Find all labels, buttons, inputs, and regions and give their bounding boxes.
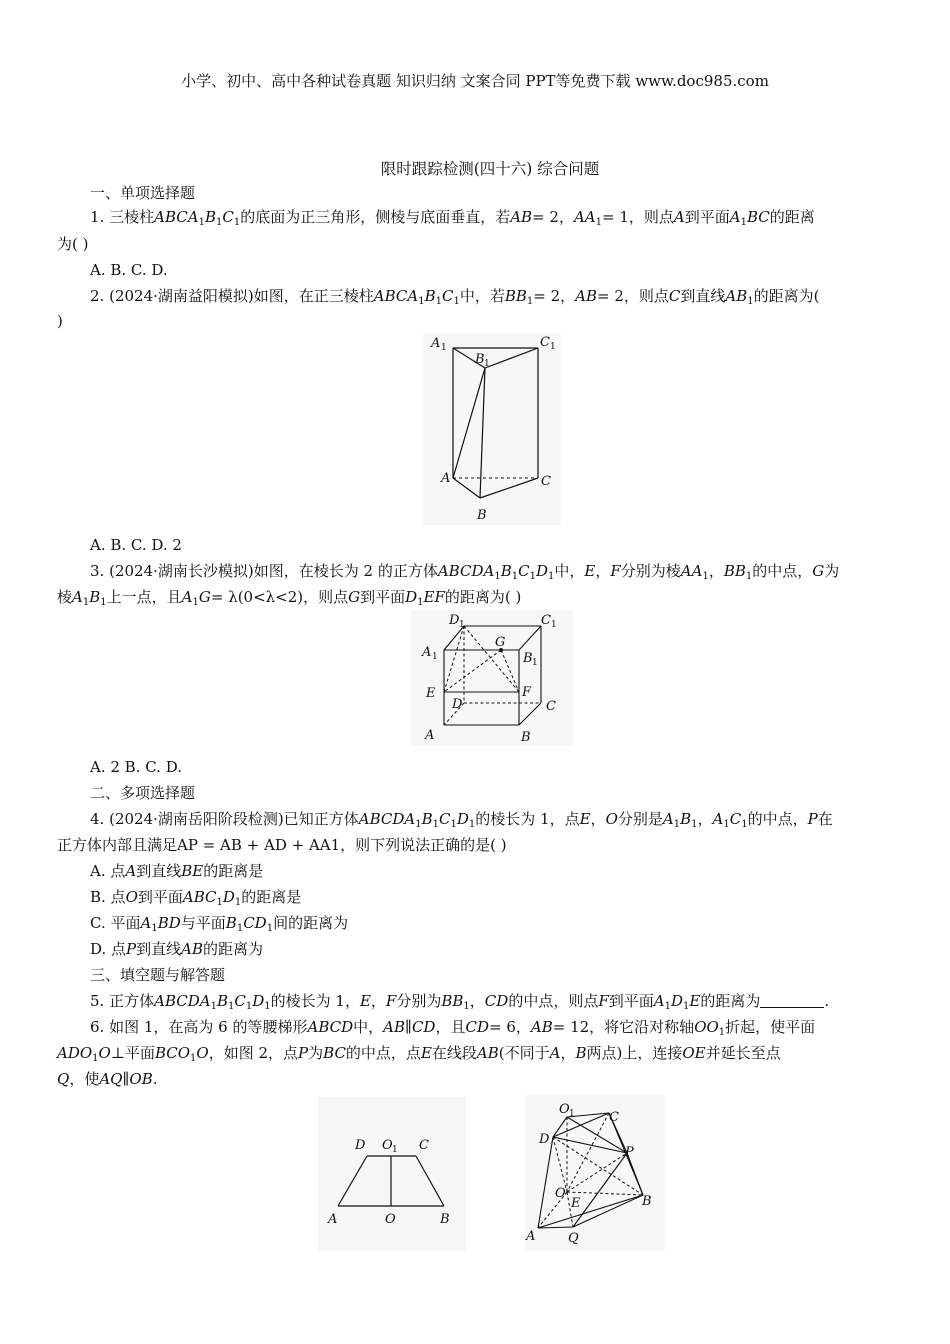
question-4-option-c: C. 平面$A_1BD$与平面$B_1CD_1$间的距离为 (90, 914, 349, 934)
label-C: C (419, 1138, 429, 1153)
figure-prism (423, 333, 561, 525)
label-A: A (328, 1212, 338, 1227)
svg-text:1: 1 (569, 1109, 575, 1119)
question-4-line2: 正方体内部且满足AP = AB + AD + AA1，则下列说法正确的是( ) (57, 836, 507, 854)
answer-blank[interactable] (760, 993, 824, 1008)
question-6: 6. 如图 1，在高为 6 的等腰梯形ABCD中，AB∥CD，且CD= 6，AB= 12，将它沿对称轴$OO_1$折起，使平面 (90, 1018, 816, 1038)
section-multi-choice: 二、多项选择题 (90, 784, 196, 802)
svg-text:1: 1 (459, 620, 465, 630)
label-A: A (425, 728, 435, 743)
svg-text:1: 1 (392, 1145, 398, 1155)
label-O: O (385, 1212, 396, 1227)
label-D: D (355, 1138, 366, 1153)
svg-text:1: 1 (441, 343, 447, 353)
question-4: 4. (2024·湖南岳阳阶段检测)已知正方体$ABCDA_1B_1C_1D_1$的棱长为 1，点E，O分别是$A_1B_1$，$A_1C_1$的中点，P在 (90, 810, 833, 830)
question-1-options: A. B. C. D. (90, 261, 168, 279)
label-C: C (609, 1110, 619, 1125)
question-2-options: A. B. C. D. 2 (90, 536, 182, 554)
label-O1: O (559, 1102, 570, 1117)
question-4-option-d: D. 点P到直线AB的距离为 (90, 940, 264, 958)
label-C: C (546, 699, 556, 714)
question-3-options: A. 2 B. C. D. (90, 758, 182, 776)
question-2-line2: ) (57, 312, 63, 330)
figure-trapezoid (318, 1097, 466, 1251)
question-1-line2: 为( ) (57, 235, 89, 253)
label-B: B (440, 1212, 450, 1227)
label-B1: B (475, 352, 485, 367)
label-D1: D (449, 613, 460, 628)
label-A: A (526, 1229, 536, 1244)
question-6-line2: $ADO_1O\perp$平面$BCO_1O$，如图 2，点P为BC的中点，点E在线段AB(不同于A，B两点)上，连接OE并延长至点 (57, 1044, 781, 1064)
label-F: F (522, 685, 532, 700)
label-A1: A (422, 645, 432, 660)
page-title: 限时跟踪检测(四十六) 综合问题 (380, 160, 600, 178)
question-6-line3: Q，使AQ∥OB. (57, 1070, 158, 1088)
svg-text:1: 1 (432, 652, 438, 662)
section-single-choice: 一、单项选择题 (90, 184, 196, 202)
label-C1: C (540, 335, 550, 350)
label-G: G (495, 635, 506, 650)
label-Q: Q (568, 1231, 579, 1246)
label-D: D (539, 1132, 550, 1147)
question-1: 1. 三棱柱$ABCA_1B_1C_1$的底面为正三角形，侧棱与底面垂直，若AB= 2，$AA_1= 1$，则点A到平面$A_1BC$的距离 (90, 208, 815, 228)
figure-folded-solid (525, 1095, 665, 1251)
question-3-line2: 棱$A_1B_1$上一点，且$A_1G= \lambda(0<\lambda<2)$，则点G到平面$D_1EF$的距离为( ) (57, 588, 522, 608)
label-A1: A (431, 336, 441, 351)
label-A: A (441, 471, 451, 486)
svg-text:1: 1 (532, 658, 538, 668)
question-2: 2. (2024·湖南益阳模拟)如图，在正三棱柱$ABCA_1B_1C_1$中，若$BB_1= 2$，AB= 2，则点C到直线$AB_1$的距离为( (90, 287, 820, 307)
question-4-option-a: A. 点A到直线BE的距离是 (90, 862, 264, 880)
svg-text:1: 1 (550, 342, 556, 352)
question-5: 5. 正方体$ABCDA_1B_1C_1D_1$的棱长为 1，E，F分别为$BB_1$，CD的中点，则点F到平面$A_1D_1E$的距离为 . (90, 992, 830, 1012)
label-B: B (477, 508, 487, 523)
label-B: B (642, 1194, 652, 1209)
label-O: O (555, 1186, 566, 1201)
label-O1: O (382, 1138, 393, 1153)
label-D: D (452, 697, 463, 712)
question-3: 3. (2024·湖南长沙模拟)如图，在棱长为 2 的正方体$ABCDA_1B_1C_1D_1$中，E，F分别为棱$AA_1$，$BB_1$的中点，G为 (90, 562, 840, 582)
svg-text:1: 1 (484, 359, 490, 369)
section-fill-and-solve: 三、填空题与解答题 (90, 966, 226, 984)
label-B1: B (523, 651, 533, 666)
label-E: E (426, 686, 436, 701)
header-banner: 小学、初中、高中各种试卷真题 知识归纳 文案合同 PPT等免费下载 www.doc985.com (181, 72, 769, 90)
label-P: P (625, 1145, 634, 1160)
label-C: C (541, 474, 551, 489)
figure-cube (411, 610, 573, 746)
question-4-option-b: B. 点O到平面$ABC_1D_1$的距离是 (90, 888, 302, 908)
label-B: B (521, 730, 531, 745)
svg-text:1: 1 (551, 620, 557, 630)
label-E: E (571, 1196, 581, 1211)
label-C1: C (541, 613, 551, 628)
